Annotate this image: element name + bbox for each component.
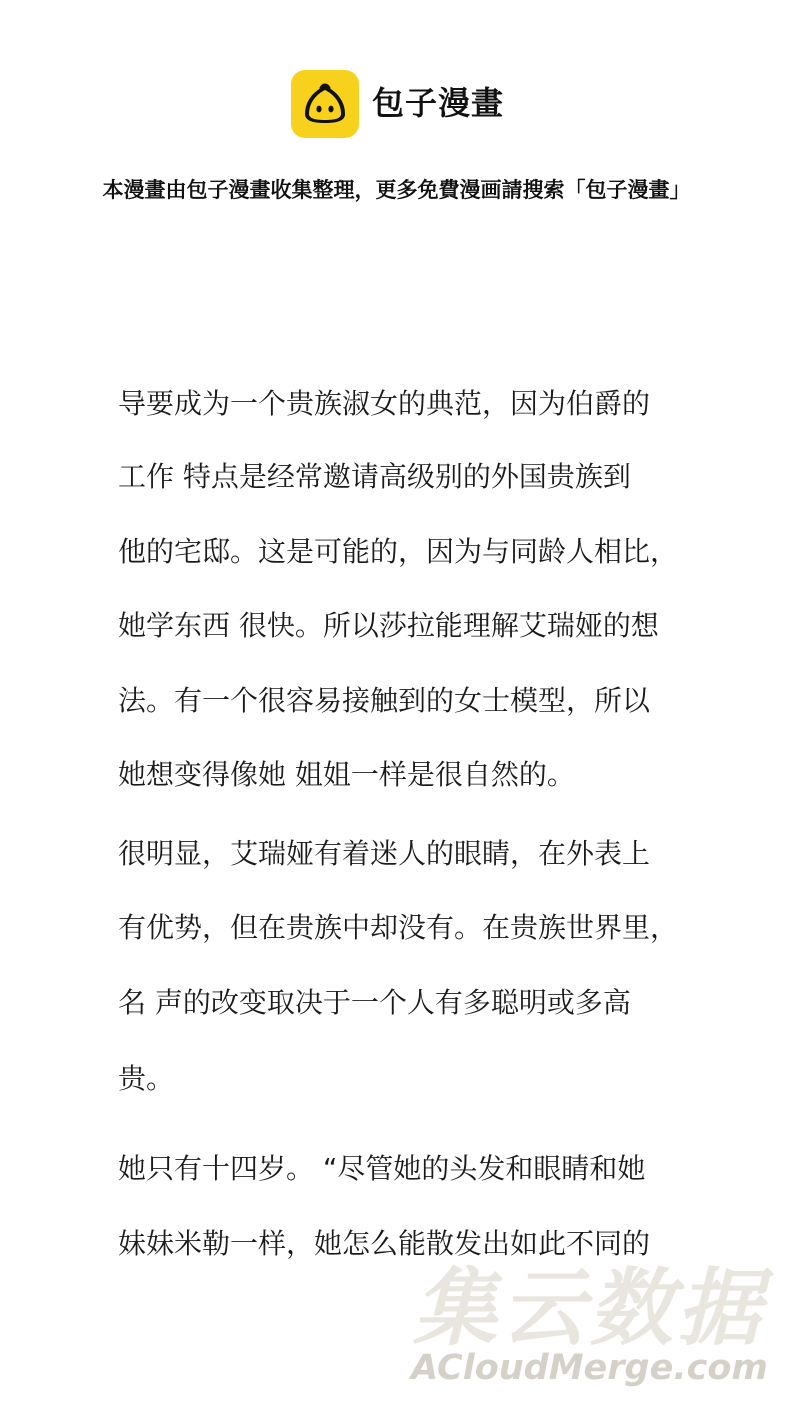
text-line: 导要成为一个贵族淑女的典范，因为伯爵的 (118, 387, 651, 420)
text-line: 很明显，艾瑞娅有着迷人的眼睛，在外表上 (118, 837, 651, 870)
bun-mascot-icon (291, 70, 359, 138)
text-line: 她想变得像她 姐姐一样是很自然的。 (118, 758, 575, 791)
watermark-title: 集云数据 (413, 1259, 766, 1357)
text-line: 有优势，但在贵族中却没有。在贵族世界里， (118, 911, 679, 944)
brand-name: 包子漫畫 (372, 84, 505, 122)
text-line: 她学东西 很快。所以莎拉能理解艾瑞娅的想 (118, 609, 659, 642)
watermark-subtitle: ACloudMerge.com (411, 1348, 768, 1388)
text-line: 他的宅邸。这是可能的，因为与同龄人相比， (118, 535, 679, 568)
text-line: 工作 特点是经常邀请高级别的外国贵族到 (118, 460, 631, 493)
text-line: 名 声的改变取决于一个人有多聪明或多高 (118, 986, 631, 1019)
text-line: 法。有一个很容易接触到的女士模型，所以 (118, 684, 651, 717)
text-line: 她只有十四岁。 “尽管她的头发和眼睛和她 (118, 1152, 646, 1185)
text-line: 妹妹米勒一样，她怎么能散发出如此不同的 (118, 1227, 651, 1260)
text-line: 贵。 (118, 1062, 175, 1095)
source-notice: 本漫畫由包子漫畫收集整理，更多免費漫画請搜索「包子漫畫」 (102, 178, 691, 202)
watermark (405, 1259, 790, 1392)
header (0, 68, 793, 140)
